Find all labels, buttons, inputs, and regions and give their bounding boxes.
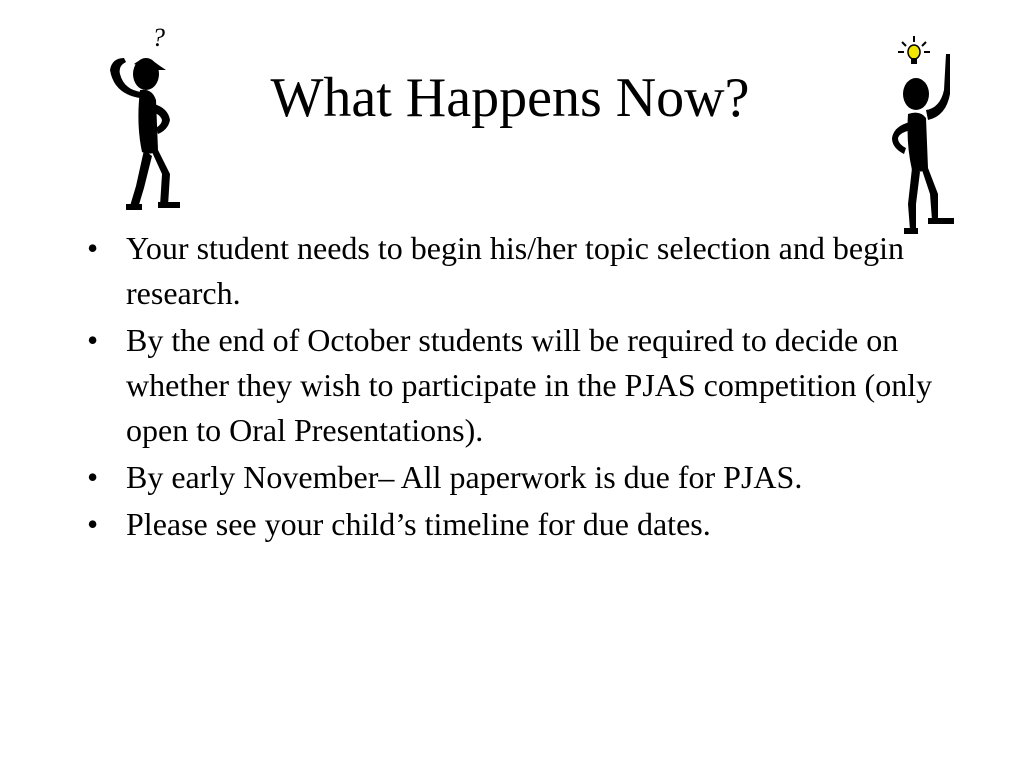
bullet-item xyxy=(84,226,960,316)
bullet-text: By the end of October students will be required to decide on whether they wish to participate in the PJAS competition (only open to Oral Presentations). xyxy=(126,322,933,448)
bullet-list xyxy=(84,226,960,549)
bullet-marker: • xyxy=(87,230,99,266)
bullet-text: Your student needs to begin his/her topic selection and begin research. xyxy=(126,230,904,311)
bullet-text: By early November– All paperwork is due for PJAS. xyxy=(126,459,803,495)
bullet-marker: • xyxy=(87,506,99,542)
bullet-text: Please see your child’s timeline for due dates. xyxy=(126,506,711,542)
bullet-item xyxy=(84,318,960,453)
bullet-item xyxy=(84,502,960,547)
bullet-item xyxy=(84,455,960,500)
idea-stick-figure-icon xyxy=(884,34,964,240)
bullet-marker: • xyxy=(87,459,99,495)
slide-title: What Happens Now? xyxy=(270,67,750,129)
bullet-marker: • xyxy=(87,322,99,358)
confused-stick-figure-icon xyxy=(96,24,196,218)
question-mark-glyph: ? xyxy=(152,24,165,52)
light-bulb-icon xyxy=(898,36,930,64)
